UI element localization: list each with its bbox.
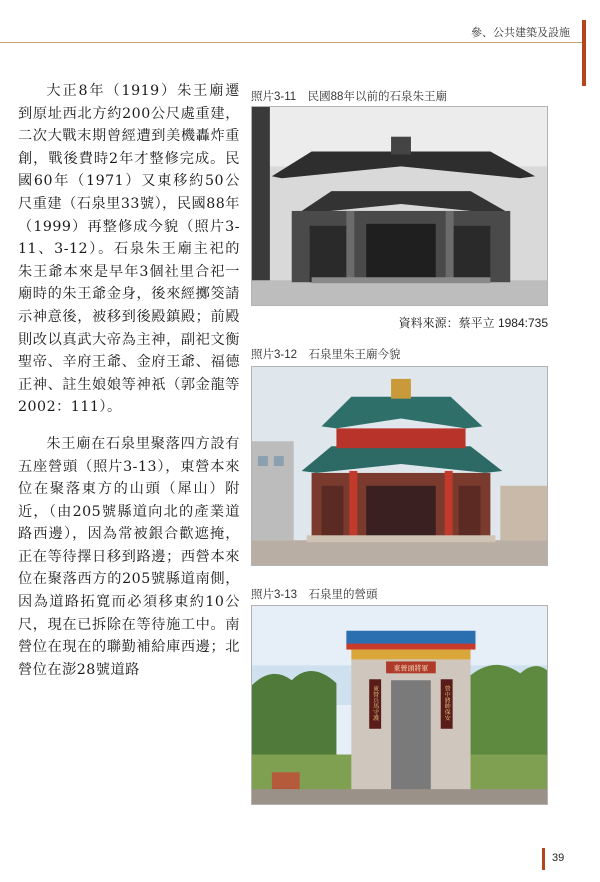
footer-accent-bar [542, 848, 545, 870]
figure-caption: 照片3-12 石泉里朱王廟今貌 [251, 349, 401, 361]
figure-source: 資料來源：蔡平立 1984:735 [398, 316, 548, 330]
page-number: 39 [552, 852, 565, 864]
header-accent-bar [582, 20, 586, 86]
body-text [18, 80, 240, 695]
shrine-sign-text: 東營頭將軍 [393, 664, 429, 673]
photo-current-temple [251, 366, 548, 566]
paragraph: 大正8年（1919）朱王廟遷到原址西北方約200公尺處重建，二次大戰末期曾經遭到美機轟炸重創，戰後費時2年才整修完成。民國60年（1971）又東移約50公尺重建（石泉里33號），民國88年（1999）再整修成今貌（照片3-11、3-12）。石泉朱王廟主祀的朱王爺本來是早年3個社里合祀一廟時的朱王爺金身，後來經擲筊請示神意後，被移到後殿鎮殿；前殿則改以真武大帝為主神，副祀文衡聖帝、辛府王爺、金府王爺、福德正神、註生娘娘等神祇（郭金龍等2002：111）。 [18, 83, 240, 416]
figure-caption: 照片3-11 民國88年以前的石泉朱王廟 [251, 91, 447, 103]
paragraph: 朱王廟在石泉里聚落四方設有五座營頭（照片3-13），東營本來位在聚落東方的山頭（犀山）附近，（由205號縣道向北的產業道路西邊），因為常被銀合歡遮掩，正在等待擇日移到路邊；西營本來位在聚落西方的205號縣道南側，因為道路拓寬而必須移東約10公尺，現在已拆除在等待施工中。南營位在現在的聯勤補給庫西邊；北營位在澎28號道路 [18, 435, 240, 678]
photo-old-temple [251, 106, 548, 306]
shrine-couplet-right: 營中將帥保安 [443, 685, 451, 721]
photo-camp-shrine [251, 605, 548, 805]
figure-caption: 照片3-13 石泉里的營頭 [251, 589, 378, 601]
header-rule [0, 42, 582, 43]
shrine-couplet-left: 東營兵馬守護 [371, 685, 379, 721]
header-section-label: 參、公共建築及設施 [471, 27, 570, 39]
